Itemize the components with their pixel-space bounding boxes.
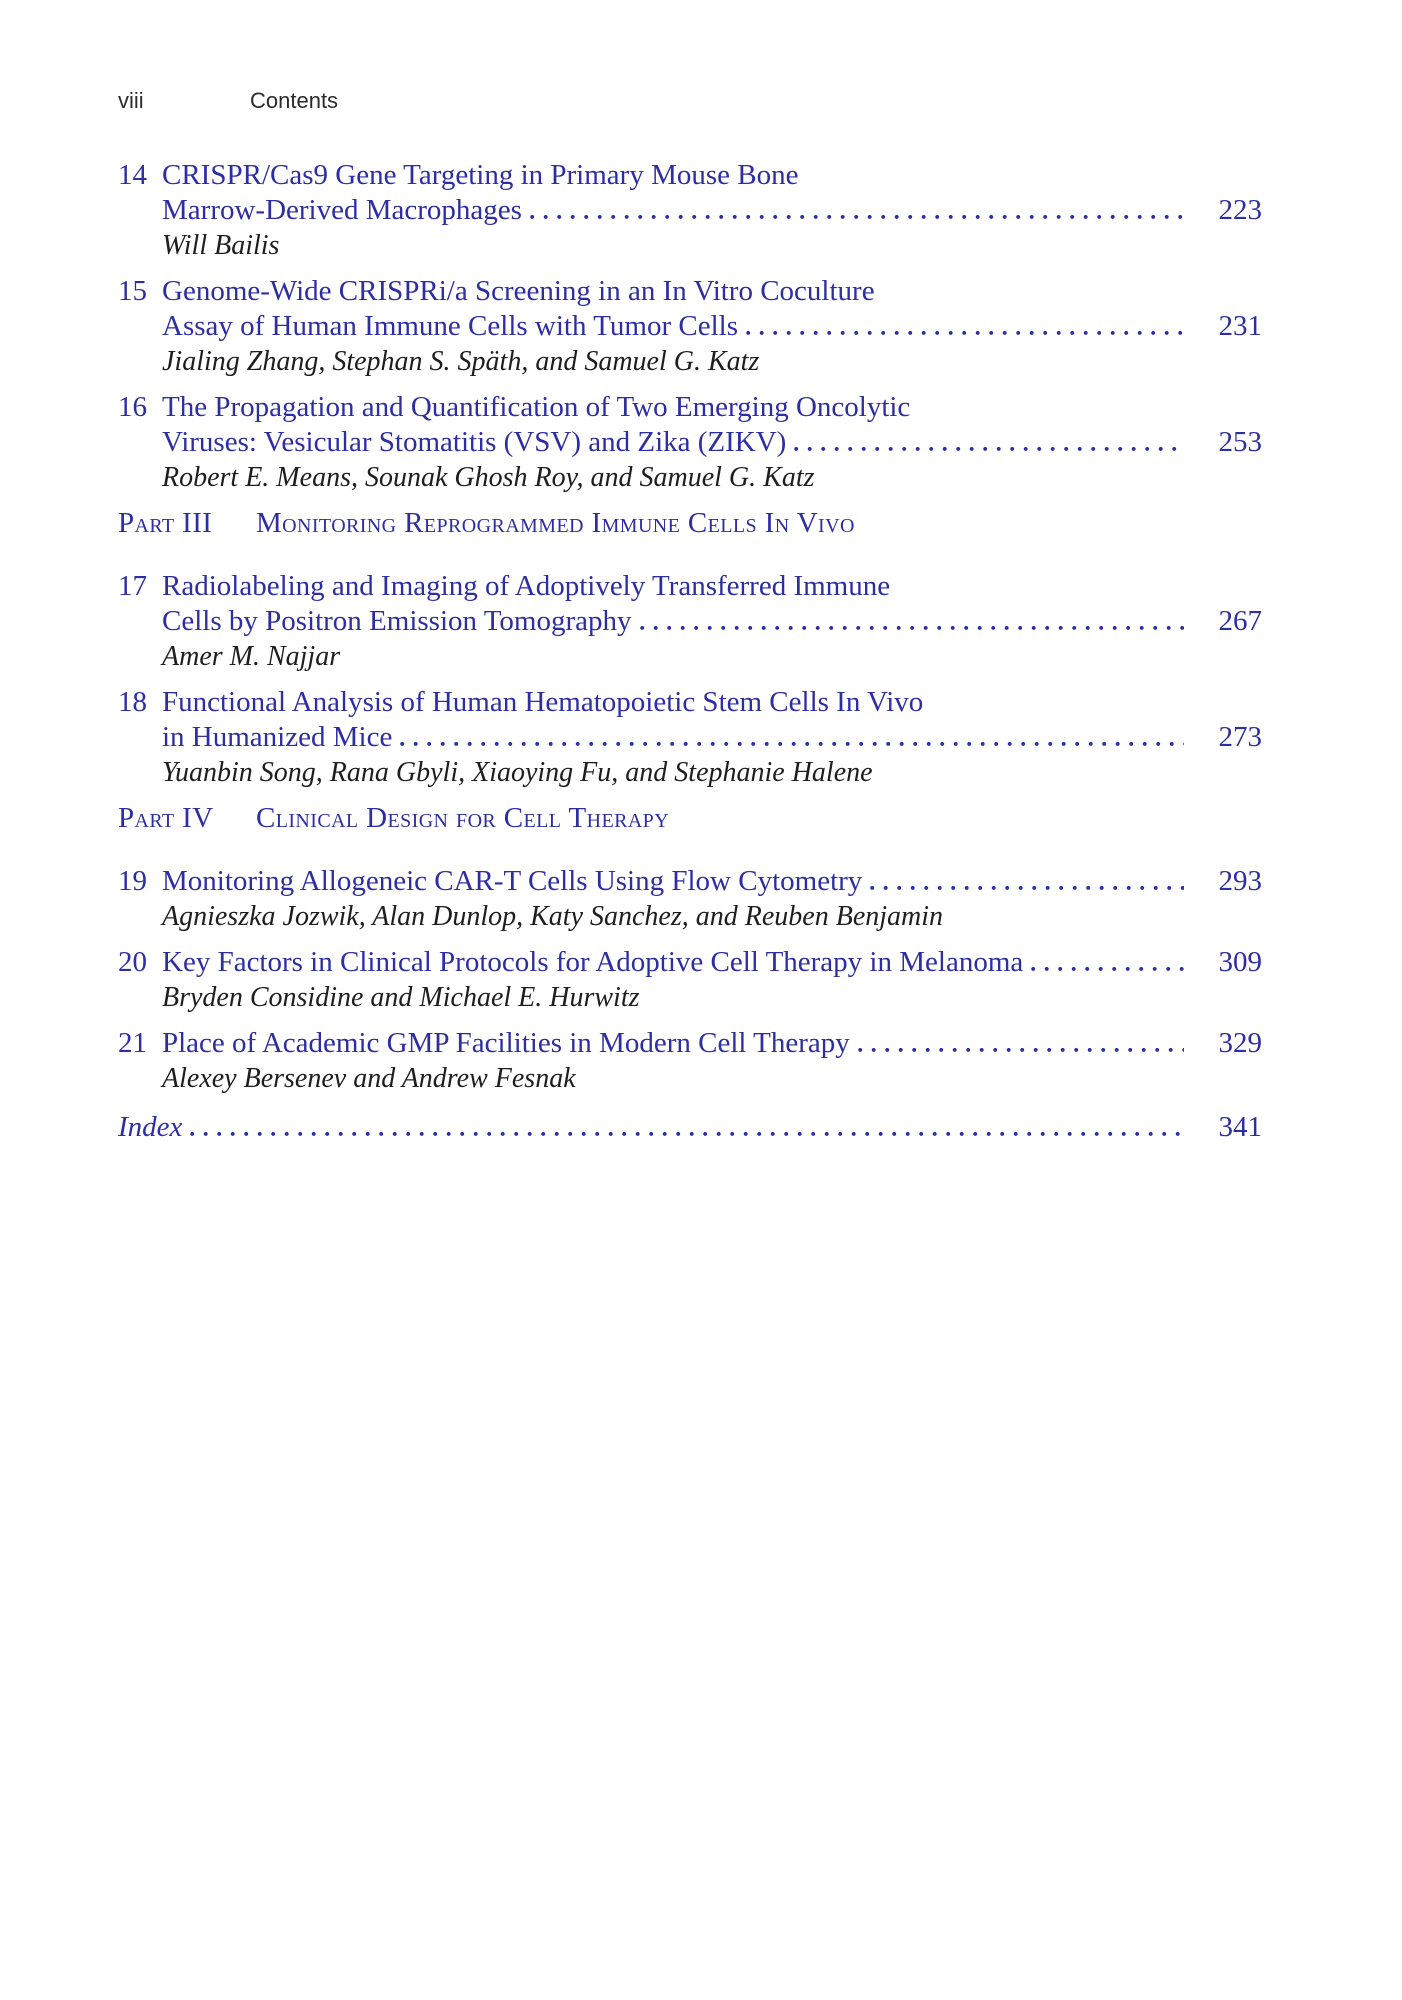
toc-entry-body (162, 274, 1262, 379)
dot-leader (794, 447, 1184, 451)
part-title: Clinical Design for Cell Therapy (256, 802, 670, 834)
chapter-title-line-1: Place of Academic GMP Facilities in Modern Cell Therapy 329 (162, 1027, 1262, 1059)
toc-entry-chapter-15 (118, 274, 1262, 379)
page-folio: viii (118, 88, 144, 113)
toc-entry-body (162, 945, 1262, 1015)
chapter-number: 15 (118, 275, 147, 307)
toc-entry-chapter-21 (118, 1026, 1262, 1096)
toc-entry-body (162, 390, 1262, 495)
chapter-number: 16 (118, 391, 147, 423)
dot-leader (1031, 967, 1184, 971)
chapter-number: 18 (118, 686, 147, 718)
chapter-authors: Bryden Considine and Michael E. Hurwitz (162, 982, 640, 1013)
index-label: Index (118, 1111, 183, 1143)
chapter-title-line-1: The Propagation and Quantification of Two Emerging Oncolytic (162, 391, 911, 423)
toc-entry-body (162, 158, 1262, 263)
page-number: 231 (1218, 310, 1262, 342)
part-heading-4 (118, 801, 1262, 836)
index-entry (118, 1110, 1262, 1145)
chapter-number: 14 (118, 159, 147, 191)
dot-leader (190, 1132, 1184, 1136)
dot-leader (870, 886, 1184, 890)
page-number: 341 (1218, 1111, 1262, 1143)
toc-entry-body (162, 864, 1262, 934)
dot-leader (746, 331, 1184, 335)
chapter-number: 19 (118, 865, 147, 897)
toc-entry-chapter-16 (118, 390, 1262, 495)
running-head (118, 88, 1262, 114)
chapter-title-line-1: Genome-Wide CRISPRi/a Screening in an In Vitro Coculture (162, 275, 875, 307)
chapter-authors: Yuanbin Song, Rana Gbyli, Xiaoying Fu, and Stephanie Halene (162, 757, 873, 788)
chapter-title-line-1: Radiolabeling and Imaging of Adoptively Transferred Immune (162, 570, 891, 602)
dot-leader (640, 626, 1184, 630)
chapter-title-line-1: Monitoring Allogeneic CAR-T Cells Using Flow Cytometry 293 (162, 865, 1262, 897)
toc-entry-chapter-19 (118, 864, 1262, 934)
page-number: 329 (1218, 1027, 1262, 1059)
chapter-number: 21 (118, 1027, 147, 1059)
page-number: 293 (1218, 865, 1262, 897)
chapter-title-line-2: Viruses: Vesicular Stomatitis (VSV) and Zika (ZIKV) 253 (162, 426, 1262, 458)
page-number: 267 (1218, 605, 1262, 637)
dot-leader (530, 215, 1184, 219)
running-head-title: Contents (250, 88, 339, 113)
chapter-title-line-1: Key Factors in Clinical Protocols for Adoptive Cell Therapy in Melanoma 309 (162, 946, 1262, 978)
chapter-title-line-1: CRISPR/Cas9 Gene Targeting in Primary Mouse Bone (162, 159, 799, 191)
dot-leader (858, 1048, 1184, 1052)
chapter-number: 20 (118, 946, 147, 978)
chapter-title-line-2: in Humanized Mice 273 (162, 721, 1262, 753)
part-label: Part III (118, 507, 213, 539)
table-of-contents (118, 158, 1262, 1145)
part-heading-3 (118, 506, 1262, 541)
chapter-title-line-2: Marrow-Derived Macrophages 223 (162, 194, 1262, 226)
toc-entry-body (162, 685, 1262, 790)
chapter-authors: Agnieszka Jozwik, Alan Dunlop, Katy Sanchez, and Reuben Benjamin (162, 901, 944, 932)
chapter-authors: Jialing Zhang, Stephan S. Späth, and Samuel G. Katz (162, 346, 760, 377)
toc-entry-chapter-14 (118, 158, 1262, 263)
toc-entry-chapter-17 (118, 569, 1262, 674)
chapter-title-line-1: Functional Analysis of Human Hematopoietic Stem Cells In Vivo (162, 686, 924, 718)
toc-entry-body (162, 1026, 1262, 1096)
toc-entry-chapter-20 (118, 945, 1262, 1015)
toc-entry-body (162, 569, 1262, 674)
chapter-authors: Will Bailis (162, 230, 280, 261)
dot-leader (400, 742, 1184, 746)
chapter-authors: Amer M. Najjar (162, 641, 341, 672)
part-label: Part IV (118, 802, 214, 834)
page-number: 253 (1218, 426, 1262, 458)
toc-entry-chapter-18 (118, 685, 1262, 790)
chapter-title-line-2: Assay of Human Immune Cells with Tumor Cells 231 (162, 310, 1262, 342)
page-number: 273 (1218, 721, 1262, 753)
part-title: Monitoring Reprogrammed Immune Cells In Vivo (256, 507, 855, 539)
chapter-title-line-2: Cells by Positron Emission Tomography 267 (162, 605, 1262, 637)
chapter-authors: Robert E. Means, Sounak Ghosh Roy, and Samuel G. Katz (162, 462, 815, 493)
chapter-authors: Alexey Bersenev and Andrew Fesnak (162, 1063, 576, 1094)
page-number: 309 (1218, 946, 1262, 978)
chapter-number: 17 (118, 570, 147, 602)
page-number: 223 (1218, 194, 1262, 226)
